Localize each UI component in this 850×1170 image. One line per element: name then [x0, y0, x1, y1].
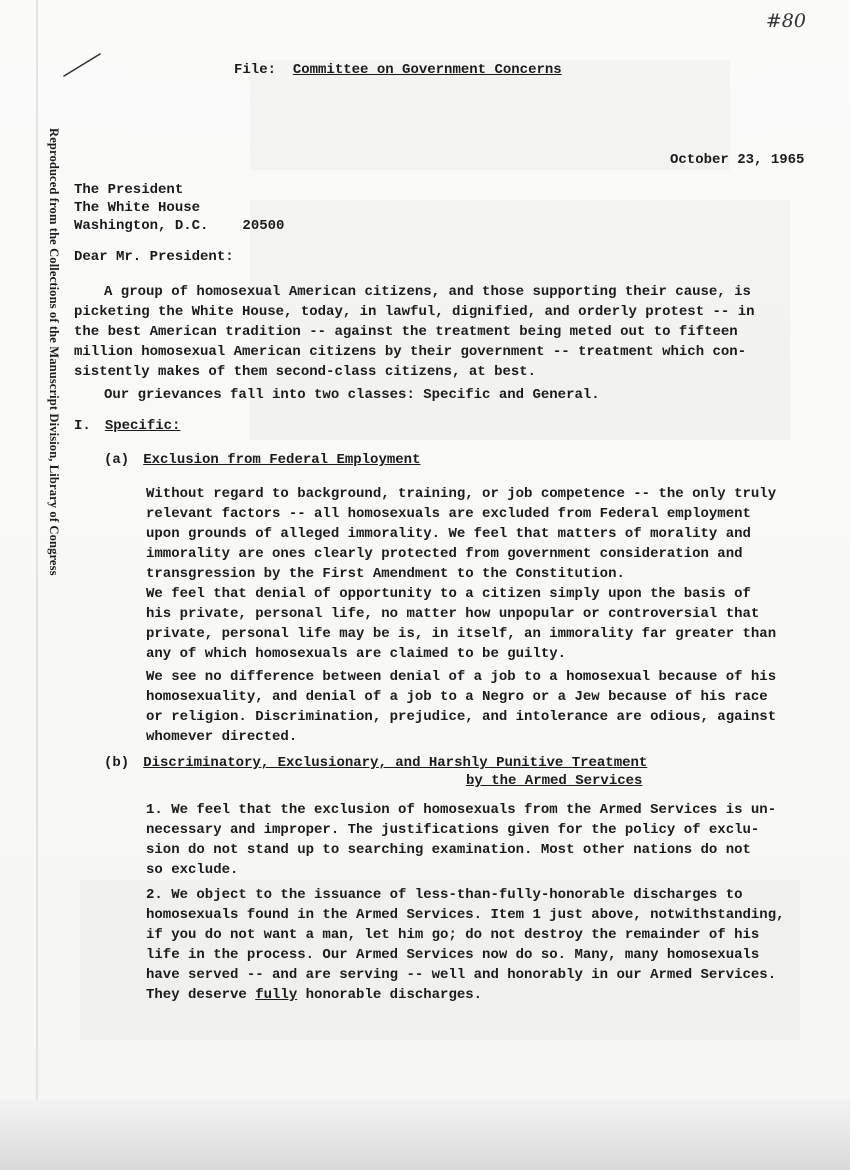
text-line: private, personal life may be is, in itself, an immorality far greater than	[146, 626, 777, 642]
paragraph-employment-2	[146, 584, 776, 664]
handwritten-number: #80	[765, 10, 806, 32]
pen-stroke-mark	[62, 52, 102, 78]
text-line: transgression by the First Amendment to the Constitution.	[146, 566, 625, 582]
section-title: Specific:	[104, 418, 181, 434]
grievances-intro: Our grievances fall into two classes: Specific and General.	[104, 387, 600, 403]
text-fragment: honorable discharges.	[297, 987, 483, 1003]
paragraph-employment-1	[146, 484, 776, 584]
intro-paragraph	[74, 282, 755, 382]
library-stamp	[46, 128, 62, 648]
text-line: his private, personal life, no matter how unpopular or controversial that	[146, 606, 760, 622]
text-line: the best American tradition -- against the treatment being meted out to fifteen	[74, 324, 738, 340]
text-line: any of which homosexuals are claimed to be guilty.	[146, 646, 567, 662]
subsection-title: Discriminatory, Exclusionary, and Harshly Punitive Treatment	[143, 755, 648, 771]
text-line: immorality are ones clearly protected from government consideration and	[146, 546, 743, 562]
text-line: whomever directed.	[146, 729, 298, 745]
text-line: relevant factors -- all homosexuals are excluded from Federal employment	[146, 506, 751, 522]
subsection-title: Exclusion from Federal Employment	[143, 452, 421, 468]
subsection-heading	[104, 753, 647, 773]
text-line: homosexuals found in the Armed Services. Item 1 just above, notwithstanding,	[146, 907, 785, 923]
text-line: or religion. Discrimination, prejudice, and intolerance are odious, against	[146, 709, 777, 725]
text-line: upon grounds of alleged immorality. We feel that matters of morality and	[146, 526, 751, 542]
address-line: The President	[74, 182, 184, 198]
file-title: Committee on Government Concerns	[292, 62, 562, 78]
paragraph-employment-3	[146, 667, 776, 747]
text-line: necessary and improper. The justifications given for the policy of exclu-	[146, 822, 760, 838]
subsection-title-continued	[466, 771, 642, 791]
section-heading	[74, 416, 180, 436]
text-line: We feel that denial of opportunity to a citizen simply upon the basis of	[146, 586, 751, 602]
text-line: homosexuality, and denial of a job to a Negro or a Jew because of his race	[146, 689, 768, 705]
text-line: A group of homosexual American citizens, and those supporting their cause, is	[104, 284, 751, 300]
salutation: Dear Mr. President:	[74, 249, 234, 265]
scanner-shadow	[0, 1100, 850, 1170]
text-fragment: They deserve	[146, 987, 256, 1003]
library-stamp-text: Reproduced from the Collections of the Manuscript Division, Library of Congress	[47, 128, 61, 576]
text-line: sion do not stand up to searching examination. Most other nations do not	[146, 842, 751, 858]
address-line: The White House	[74, 200, 201, 216]
subsection-letter: (a)	[104, 452, 130, 468]
paragraph-armed-services-1	[146, 800, 776, 880]
page-edge	[36, 0, 38, 1100]
text-line: so exclude.	[146, 862, 239, 878]
text-line: million homosexual American citizens by their government -- treatment which con-	[74, 344, 747, 360]
text-line: sistently makes of them second-class citizens, at best.	[74, 364, 537, 380]
text-line: 2. We object to the issuance of less-than-fully-honorable discharges to	[146, 887, 743, 903]
text-line: have served -- and are serving -- well and honorably in our Armed Services.	[146, 967, 777, 983]
section-numeral: I.	[74, 418, 91, 434]
file-header	[234, 60, 562, 80]
text-line: We see no difference between denial of a job to a homosexual because of his	[146, 669, 777, 685]
text-line: 1. We feel that the exclusion of homosexuals from the Armed Services is un-	[146, 802, 777, 818]
paragraph-armed-services-2	[146, 885, 785, 1005]
address-line	[74, 216, 284, 236]
subsection-title-line2: by the Armed Services	[466, 773, 643, 789]
file-label: File:	[234, 62, 277, 78]
subsection-letter: (b)	[104, 755, 130, 771]
address-zip: 20500	[242, 218, 285, 234]
letter-date: October 23, 1965	[670, 152, 805, 168]
text-line: if you do not want a man, let him go; do not destroy the remainder of his	[146, 927, 760, 943]
text-line: Without regard to background, training, or job competence -- the only truly	[146, 486, 777, 502]
text-line: life in the process. Our Armed Services now do so. Many, many homosexuals	[146, 947, 760, 963]
text-line	[146, 985, 785, 1005]
address-city: Washington, D.C.	[74, 218, 209, 234]
text-line: picketing the White House, today, in lawful, dignified, and orderly protest -- in	[74, 304, 755, 320]
emphasized-word: fully	[255, 987, 298, 1003]
subsection-heading	[104, 450, 420, 470]
